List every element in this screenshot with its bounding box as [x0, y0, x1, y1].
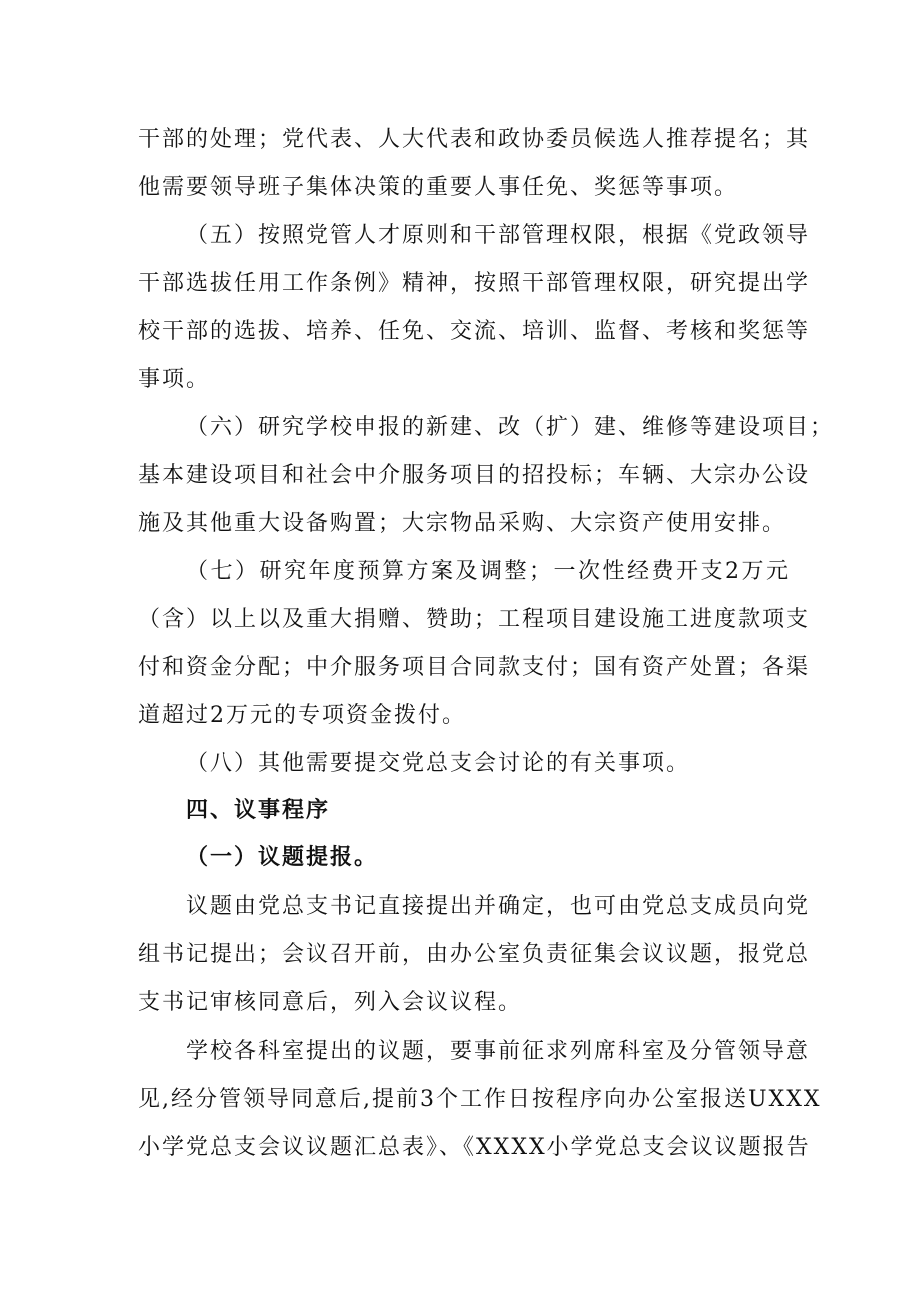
paragraph-line: 议题由党总支书记直接提出并确定，也可由党总支成员向党 [186, 894, 811, 919]
paragraph-line: （七）研究年度预算方案及调整；一次性经费开支2万元 [186, 559, 790, 584]
paragraph-line: 他需要领导班子集体决策的重要人事任免、奖惩等事项。 [138, 175, 739, 200]
paragraph-line: （六）研究学校申报的新建、改（扩）建、维修等建设项目； [186, 415, 835, 440]
paragraph-line: 学校各科室提出的议题，要事前征求列席科室及分管领导意 [186, 1039, 811, 1064]
subsection-heading: （一）议题提报。 [186, 845, 379, 870]
paragraph-line: 干部选拔任用工作条例》精神，按照干部管理权限，研究提出学 [138, 271, 811, 296]
paragraph-line: （八）其他需要提交党总支会讨论的有关事项。 [186, 751, 691, 776]
paragraph-line: 校干部的选拔、培养、任免、交流、培训、监督、考核和奖惩等 [138, 319, 811, 344]
paragraph-line: （五）按照党管人才原则和干部管理权限，根据《党政领导 [186, 223, 811, 248]
paragraph-line: 支书记审核同意后，列入会议议程。 [138, 990, 523, 1015]
paragraph-line: 基本建设项目和社会中介服务项目的招投标；车辆、大宗办公设 [138, 463, 811, 488]
paragraph-line: 道超过2万元的专项资金拨付。 [138, 703, 466, 728]
paragraph-line: 干部的处理；党代表、人大代表和政协委员候选人推荐提名；其 [138, 127, 811, 152]
paragraph-line: （含）以上以及重大捐赠、赞助；工程项目建设施工进度款项支 [138, 607, 811, 632]
paragraph-line: 组书记提出；会议召开前，由办公室负责征集会议议题，报党总 [138, 942, 811, 967]
paragraph-line: 施及其他重大设备购置；大宗物品采购、大宗资产使用安排。 [138, 511, 787, 536]
paragraph-line: 事项。 [138, 367, 211, 392]
paragraph-line: 付和资金分配；中介服务项目合同款支付；国有资产处置；各渠 [138, 655, 811, 680]
paragraph-line: 小学党总支会议议题汇总表》、《XXXX小学党总支会议议题报告 [138, 1135, 811, 1160]
paragraph-line: 见,经分管领导同意后,提前3个工作日按程序向办公室报送UXXX [138, 1087, 822, 1112]
section-heading: 四、议事程序 [186, 798, 331, 823]
